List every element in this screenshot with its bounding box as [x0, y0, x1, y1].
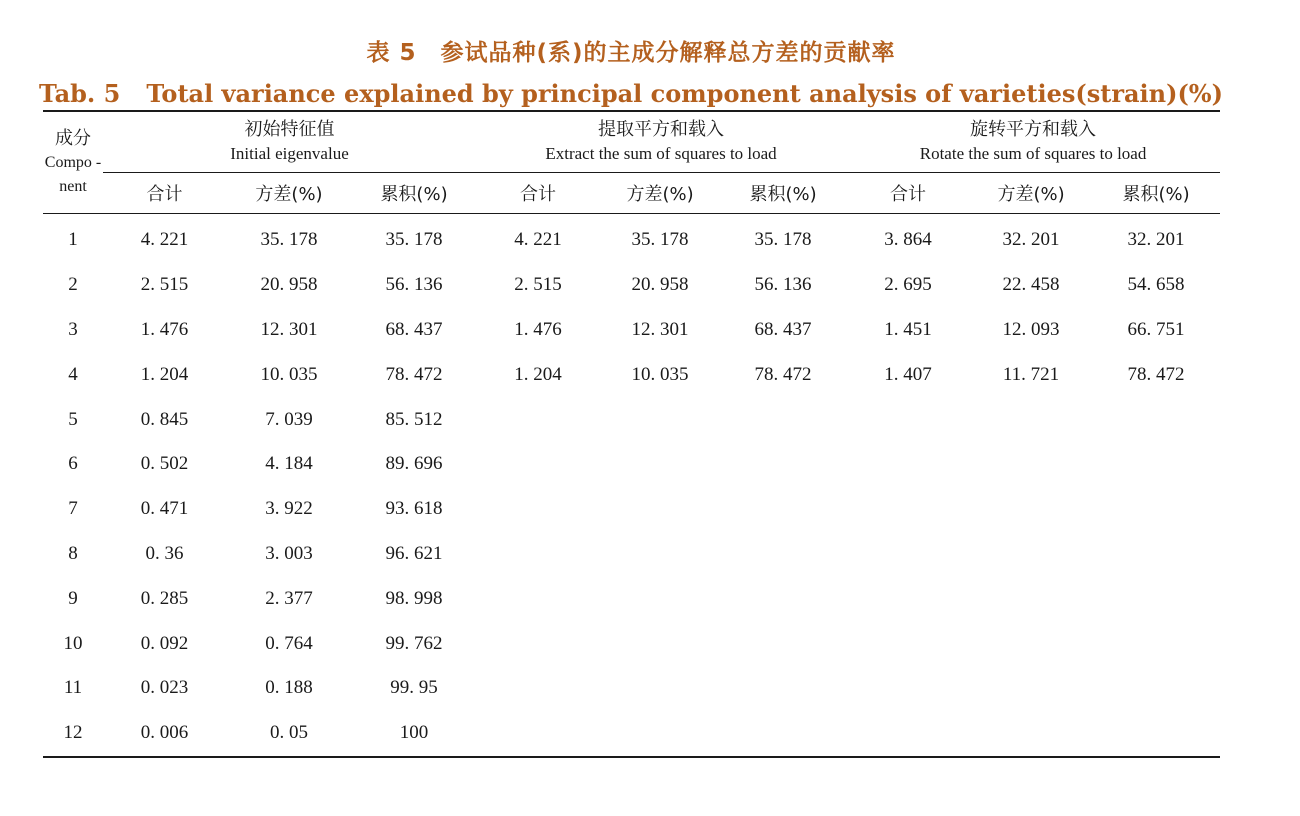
table-cell — [600, 487, 720, 532]
table-title-en — [0, 79, 1262, 108]
table-row — [43, 442, 1220, 487]
group-header-rotate — [846, 111, 1220, 173]
table-row — [43, 576, 1220, 621]
table-cell — [846, 666, 970, 711]
table-cell: 4. 221 — [140, 229, 189, 251]
subheader-cumulative: 累积(%) — [1092, 173, 1220, 214]
subheader-total: 合计 — [846, 173, 970, 214]
table-cell — [476, 666, 600, 711]
table-row — [43, 397, 1220, 442]
table-cell: 35. 178 — [631, 229, 689, 251]
table-cell: 11. 721 — [1002, 363, 1060, 385]
table-cell: 8 — [68, 542, 78, 564]
table-cell: 66. 751 — [1127, 318, 1185, 340]
table-cell: 3. 003 — [265, 542, 313, 564]
table-cell — [720, 397, 846, 442]
table-cell: 35. 178 — [260, 229, 318, 251]
table-cell — [846, 397, 970, 442]
table-cell: 0. 36 — [145, 542, 184, 564]
table-cell: 20. 958 — [631, 274, 689, 296]
group-header-initial — [103, 111, 476, 173]
component-header-cn: 成分 — [55, 127, 91, 149]
table-cell — [600, 621, 720, 666]
table-cell — [720, 711, 846, 757]
table-cell: 0. 006 — [103, 711, 226, 757]
table-row — [43, 263, 1220, 308]
table-cell — [846, 442, 970, 487]
table-cell: 100 — [352, 711, 476, 757]
table-row — [43, 532, 1220, 577]
table-cell: 12. 301 — [631, 318, 689, 340]
table-cell: 7. 039 — [265, 408, 313, 430]
table-cell — [600, 442, 720, 487]
table-cell: 3. 922 — [265, 498, 313, 520]
table-cell: 1. 476 — [514, 318, 562, 340]
table-cell — [1092, 666, 1220, 711]
table-cell: 6 — [68, 453, 78, 475]
table-title-en-text: Total variance explained by principal component analysis of varieties(strain)(%) — [146, 79, 1223, 108]
table-cell: 10 — [63, 632, 83, 654]
table-row — [43, 214, 1220, 263]
table-cell: 9 — [68, 587, 78, 609]
table-cell: 99. 762 — [385, 632, 443, 654]
table-cell: 96. 621 — [385, 542, 443, 564]
table-cell: 4 — [68, 363, 78, 385]
table-cell — [1092, 621, 1220, 666]
table-cell: 3. 864 — [884, 229, 932, 251]
subheader-total: 合计 — [103, 173, 226, 214]
table-cell: 1. 476 — [140, 318, 189, 340]
subheader-total: 合计 — [476, 173, 600, 214]
table-cell: 78. 472 — [385, 363, 443, 385]
table-row — [43, 352, 1220, 397]
table-cell: 0. 05 — [226, 711, 352, 757]
subheader-variance: 方差(%) — [970, 173, 1092, 214]
table-cell — [600, 711, 720, 757]
table-cell: 32. 201 — [1127, 229, 1185, 251]
table-cell — [846, 711, 970, 757]
table-cell — [600, 576, 720, 621]
table-cell — [970, 487, 1092, 532]
subheader-variance: 方差(%) — [226, 173, 352, 214]
table-cell: 11 — [63, 677, 83, 699]
table-cell: 12. 093 — [1002, 318, 1060, 340]
table-cell: 4. 184 — [265, 453, 313, 475]
table-cell: 85. 512 — [385, 408, 443, 430]
group-header-extract — [476, 111, 846, 173]
table-row — [43, 487, 1220, 532]
table-cell: 35. 178 — [385, 229, 443, 251]
table-cell: 0. 285 — [140, 587, 189, 609]
table-cell: 0. 471 — [140, 498, 189, 520]
group-header-en: Rotate the sum of squares to load — [919, 144, 1147, 163]
table-cell — [970, 532, 1092, 577]
table-cell: 1. 204 — [140, 363, 189, 385]
subheader-variance: 方差(%) — [600, 173, 720, 214]
table-cell — [1092, 397, 1220, 442]
table-cell — [476, 487, 600, 532]
table-cell: 20. 958 — [260, 274, 318, 296]
table-cell: 22. 458 — [1002, 274, 1060, 296]
table-cell — [600, 532, 720, 577]
table-cell — [476, 576, 600, 621]
table-cell: 0. 092 — [140, 632, 189, 654]
variance-table-container — [43, 110, 1220, 758]
table-cell — [720, 532, 846, 577]
component-header — [43, 111, 103, 214]
table-cell — [970, 621, 1092, 666]
table-cell: 54. 658 — [1127, 274, 1185, 296]
table-cell: 93. 618 — [385, 498, 443, 520]
table-cell: 0. 845 — [140, 408, 189, 430]
table-cell: 56. 136 — [754, 274, 812, 296]
table-cell — [600, 397, 720, 442]
table-cell: 0. 188 — [265, 677, 313, 699]
subheader-cumulative: 累积(%) — [352, 173, 476, 214]
table-cell — [476, 711, 600, 757]
table-cell — [846, 576, 970, 621]
table-cell: 89. 696 — [385, 453, 443, 475]
table-cell — [476, 442, 600, 487]
table-cell — [970, 711, 1092, 757]
table-cell: 1. 204 — [514, 363, 562, 385]
table-cell: 2. 515 — [514, 274, 562, 296]
table-cell — [970, 442, 1092, 487]
table-cell — [476, 532, 600, 577]
table-cell: 56. 136 — [385, 274, 443, 296]
table-title-cn: 表 5 参试品种(系)的主成分解释总方差的贡献率 — [366, 40, 896, 66]
table-cell — [970, 397, 1092, 442]
table-cell — [720, 621, 846, 666]
table-cell: 2. 695 — [884, 274, 932, 296]
component-header-en: Compo - nent — [44, 153, 102, 195]
table-cell — [846, 532, 970, 577]
table-cell — [600, 666, 720, 711]
table-cell: 1. 407 — [884, 363, 932, 385]
table-cell: 10. 035 — [631, 363, 689, 385]
table-cell — [720, 666, 846, 711]
group-header-cn: 提取平方和载入 — [598, 119, 725, 140]
table-cell — [970, 666, 1092, 711]
table-cell: 1. 451 — [884, 318, 932, 340]
table-cell: 68. 437 — [754, 318, 812, 340]
table-cell: 5 — [68, 408, 78, 430]
table-cell — [1092, 532, 1220, 577]
table-cell: 35. 178 — [754, 229, 812, 251]
group-header-en: Extract the sum of squares to load — [545, 144, 777, 163]
table-cell: 78. 472 — [754, 363, 812, 385]
table-row — [43, 666, 1220, 711]
group-header-cn: 初始特征值 — [244, 119, 335, 140]
table-cell — [720, 576, 846, 621]
table-cell: 2. 515 — [140, 274, 189, 296]
table-cell: 0. 764 — [265, 632, 313, 654]
table-cell: 78. 472 — [1127, 363, 1185, 385]
table-cell — [720, 442, 846, 487]
table-cell — [1092, 442, 1220, 487]
table-number: Tab. 5 — [39, 79, 121, 108]
table-cell: 4. 221 — [514, 229, 562, 251]
table-cell — [846, 487, 970, 532]
table-body — [43, 214, 1220, 757]
table-cell — [476, 621, 600, 666]
table-cell — [720, 487, 846, 532]
table-row — [43, 308, 1220, 353]
table-cell — [1092, 711, 1220, 757]
variance-table — [43, 110, 1220, 758]
table-cell — [970, 576, 1092, 621]
group-header-en: Initial eigenvalue — [230, 144, 349, 163]
group-header-cn: 旋转平方和载入 — [970, 119, 1097, 140]
table-cell: 10. 035 — [260, 363, 318, 385]
table-cell — [846, 621, 970, 666]
table-cell: 0. 502 — [140, 453, 189, 475]
table-cell: 32. 201 — [1002, 229, 1060, 251]
table-cell: 1 — [68, 229, 78, 251]
table-cell: 12 — [43, 711, 103, 757]
table-cell: 2. 377 — [265, 587, 313, 609]
subheader-cumulative: 累积(%) — [720, 173, 846, 214]
table-cell: 3 — [68, 318, 78, 340]
table-cell: 98. 998 — [385, 587, 443, 609]
table-cell — [1092, 576, 1220, 621]
table-row — [43, 621, 1220, 666]
table-row — [43, 711, 1220, 757]
table-cell: 7 — [68, 498, 78, 520]
table-cell: 68. 437 — [385, 318, 443, 340]
table-cell — [1092, 487, 1220, 532]
table-cell: 99. 95 — [390, 677, 438, 699]
table-cell: 12. 301 — [260, 318, 318, 340]
table-cell — [476, 397, 600, 442]
table-cell: 2 — [68, 274, 78, 296]
table-cell: 0. 023 — [140, 677, 189, 699]
